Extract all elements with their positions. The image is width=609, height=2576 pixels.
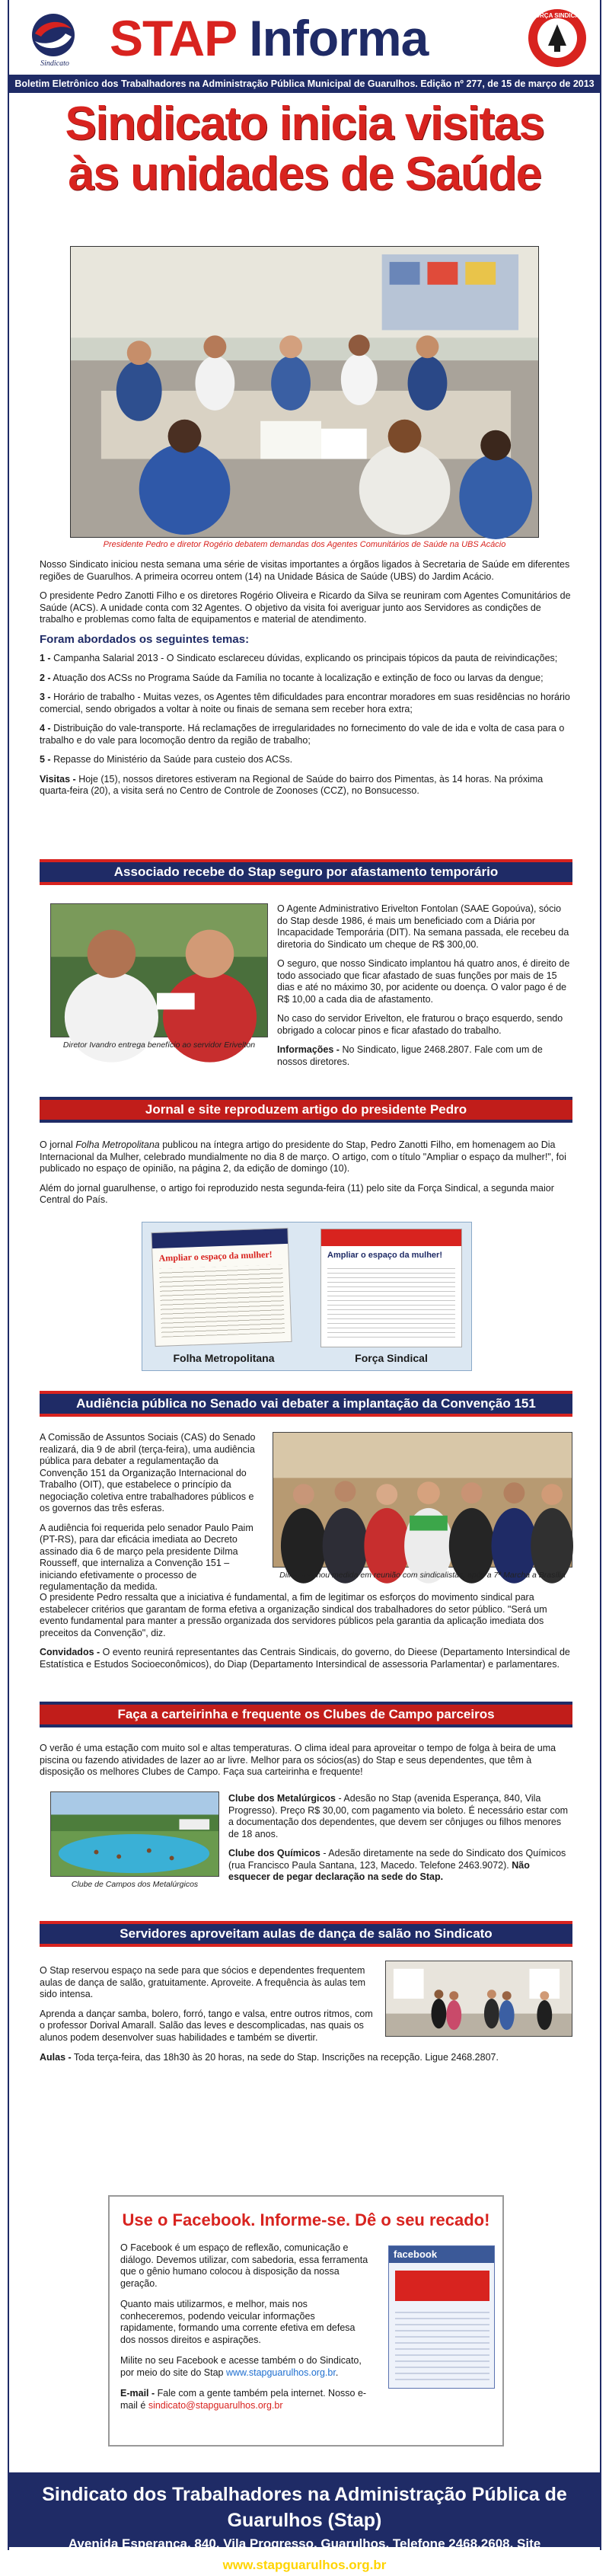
facebook-title: Use o Facebook. Informe-se. Dê o seu recado!	[122, 2210, 490, 2229]
insurance-info-label: Informações -	[277, 1044, 340, 1055]
newspaper-p1-a: O jornal	[40, 1139, 76, 1150]
article1-paragraph-2: O presidente Pedro Zanotti Filho e os diretores Rogério Oliveira e Ricardo da Silva se reuniram com Agentes Comunitários de Saúde (ACS). A unidade conta com 32 Agentes. O objetivo da visita foi averiguar junto aos Servidores as condições de trabalho e problemas como falta de equipamentos e material de atendimento.	[40, 590, 571, 625]
footer-address-text: Avenida Esperança, 840, Vila Progresso, Guarulhos. Telefone 2468.2608. Site	[68, 2536, 541, 2551]
topic-3-text: Horário de trabalho - Muitas vezes, os Agentes têm dificuldades para encontrar moradores em suas residências no horário comercial, sendo obrigados a voltar à noite ou finais de semana sem receber hora extra;	[40, 692, 570, 714]
facebook-paragraph-1: O Facebook é um espaço de reflexão, comunicação e diálogo. Devemos utilizar, com sabedoria, essa ferramenta que o gênio humano colocou à disposição da nossa geração.	[120, 2242, 368, 2289]
newspaper-clips-panel	[142, 1222, 472, 1371]
clubs-photo-caption: Clube de Campos dos Metalúrgicos	[71, 1880, 199, 1889]
stap-logo-icon	[24, 11, 88, 69]
dance-classes-text: Toda terça-feira, das 18h30 às 20 horas, na sede do Stap. Inscrições na recepção. Ligue 2468.2807.	[71, 2052, 499, 2063]
article-health-visits	[40, 559, 572, 805]
visits-text: Hoje (15), nossos diretores estiveram na Regional de Saúde do bairro dos Pimentas, às 14 horas. Na próxima quarta-feira (20), a visita será no Centro de Controle de Zoonoses (CCZ), no Bonsucesso.	[40, 773, 544, 796]
footer-union-name: Sindicato dos Trabalhadores na Administração Pública de Guarulhos (Stap)	[42, 2484, 567, 2531]
insurance-paragraph-1: O Agente Administrativo Erivelton Fontolan (SAAE Gopoúva), sócio do Stap desde 1986, é mais um beneficiado com a Diária por Incapacidade Temporária (DIT). Na semana passada, ele recebeu da diretoria do Sindicato um cheque de R$ 300,00.	[277, 903, 569, 950]
facebook-screenshot	[388, 2245, 495, 2389]
facebook-p3-b: .	[335, 2367, 339, 2378]
clubs-intro: O verão é uma estação com muito sol e altas temperaturas. O clima ideal para aproveitar o tempo de folga à beira de uma piscina ou fazendo atividades de lazer ao ar livre. Melhor para os sócios(as) do Stap e seus dependentes, que têm à disposição os melhores Clubes de Campo. Faça sua carteirinha e frequente!	[40, 1743, 556, 1777]
topic-1-text: Campanha Salarial 2013 - O Sindicato esclareceu dúvidas, explicando os principais tópicos da pauta de reivindicações;	[50, 653, 558, 663]
dance-classes	[40, 2052, 572, 2072]
senate-paragraph-1: A Comissão de Assuntos Sociais (CAS) do Senado realizará, dia 9 de abril (terça-feira), uma audiência pública para debater a regulamentação da Convenção 151 da Organização Internacional do Trabalho (OIT), que estabelece o princípio da negociação coletiva entre trabalhadores públicos e os governos das três esferas.	[40, 1432, 256, 1513]
main-headline	[9, 99, 600, 200]
article-dance-col	[40, 1965, 375, 2051]
topic-2	[40, 673, 572, 685]
dance-classes-paragraph	[40, 2052, 572, 2064]
title-informa: Informa	[249, 10, 429, 66]
section-dance-title: Servidores aproveitam aulas de dança de salão no Sindicato	[40, 1921, 572, 1947]
email-link[interactable]: sindicato@stapguarulhos.org.br	[148, 2399, 283, 2411]
club2-text: - Adesão diretamente na sede do Sindicato dos Químicos (rua Francisco Paula Santana, 123, Macedo. Telefone 2463.9072).	[228, 1848, 566, 1871]
footer-address	[9, 2533, 600, 2576]
senate-photo	[273, 1432, 572, 1568]
topics-heading: Foram abordados os seguintes temas:	[40, 632, 250, 646]
club1-label: Clube dos Metalúrgicos	[228, 1793, 336, 1804]
label-folha-metropolitana: Folha Metropolitana	[173, 1352, 275, 1364]
facebook-feed-lines	[395, 2307, 489, 2383]
facebook-paragraph-3	[120, 2355, 371, 2379]
topic-3	[40, 692, 572, 715]
article-insurance	[277, 903, 572, 1075]
clubs-list	[228, 1793, 572, 1891]
topic-1-number: 1 -	[40, 653, 51, 663]
section-clubs-title: Faça a carteirinha e frequente os Clubes de Campo parceiros	[40, 1702, 572, 1727]
insurance-photo	[50, 903, 268, 1037]
title-stap: STAP	[110, 10, 236, 66]
stap-site-link[interactable]: www.stapguarulhos.org.br	[225, 2367, 336, 2378]
footer-site-link[interactable]: www.stapguarulhos.org.br	[222, 2558, 387, 2572]
topic-2-text: Atuação dos ACSs no Programa Saúde da Família no tocante à localização e extinção de foco ou larvas da dengue;	[50, 672, 544, 683]
facebook-email-label: E-mail -	[120, 2388, 155, 2399]
section-insurance-title: Associado recebe do Stap seguro por afastamento temporário	[40, 859, 572, 885]
headline-line-1: Sindicato inicia visitas	[65, 97, 544, 150]
section-senate-title: Audiência pública no Senado vai debater a implantação da Convenção 151	[40, 1391, 572, 1417]
headline-line-2: às unidades de Saúde	[68, 148, 541, 200]
topic-5-number: 5 -	[40, 754, 51, 765]
newspaper-paragraph-1	[40, 1139, 572, 1175]
topic-3-number: 3 -	[40, 692, 51, 702]
senate-paragraph-2: A audiência foi requerida pelo senador Paulo Paim (PT-RS), para dar eficácia imediata ao Decreto assinado dia 6 de março pela presidente Dilma Rousseff, que internaliza a Convenção 151 – iniciando efetivamente o processo de regulamentação da medida.	[40, 1522, 253, 1592]
folha-clip-text-lines	[159, 1264, 285, 1338]
insurance-paragraph-3: No caso do servidor Erivelton, ele fraturou o braço esquerdo, sendo obrigado a colocar pinos e ficar afastado do trabalho.	[277, 1013, 563, 1036]
newsletter-page	[8, 0, 601, 2572]
visits-label: Visitas -	[40, 773, 76, 785]
article-senate-col	[40, 1432, 263, 1601]
senate-photo-caption: Dilma assinou medida em reunião com sindicalistas, após a 7ª Marcha a Brasília	[279, 1571, 566, 1580]
senate-guests-label: Convidados -	[40, 1647, 100, 1657]
insurance-paragraph-2: O seguro, que nosso Sindicato implantou há quatro anos, é direito de todo associado que ficar afastado de suas funções por mais de 15 dias e até no máximo 30, por acidente ou doença. O valor pago é de R$ 10,00 a cada dia de afastamento.	[277, 958, 570, 1005]
masthead-title	[110, 8, 428, 69]
facebook-paragraph-2: Quanto mais utilizarmos, e melhor, mais nos conheceremos, podendo veicular informações rapidamente, formando uma corrente efetiva em defesa dos nossos direitos e aspirações.	[120, 2299, 356, 2345]
topic-2-number: 2 -	[40, 672, 51, 683]
topic-5	[40, 754, 572, 766]
facebook-email-text: Fale com a gente também pela internet. Nosso e-mail é	[120, 2388, 367, 2411]
facebook-brand-bar: facebook	[389, 2246, 494, 2263]
forca-site-clip	[320, 1229, 462, 1347]
newspaper-p1-b: publicou na íntegra artigo do presidente do Stap, Pedro Zanotti Filho, em homenagem ao Dia Internacional da Mulher, celebrado mundialmente no dia 8 de março. O artigo, com o título "Ampliar o espaço da mulher!", foi publicado no espaço de opinião, na página 2, da edição de domingo (10).	[40, 1139, 566, 1174]
forca-site-heading: Ampliar o espaço da mulher!	[327, 1251, 442, 1260]
clubs-photo	[50, 1791, 219, 1877]
insurance-info	[277, 1044, 572, 1068]
newspaper-paragraph-2: Além do jornal guarulhense, o artigo foi reproduzido nesta segunda-feira (11) pelo site da Força Sindical, a segunda maior Central do País.	[40, 1182, 554, 1205]
club-metalurgicos	[228, 1793, 572, 1840]
forca-sindical-logo-icon	[527, 8, 588, 69]
facebook-p3-a: Milite no seu Facebook e acesse também o do Sindicato, por meio do site do Stap	[120, 2355, 362, 2378]
facebook-email-paragraph	[120, 2388, 371, 2411]
article-senate-full	[40, 1592, 572, 1678]
folha-clip	[151, 1228, 292, 1347]
folha-clip-heading: Ampliar o espaço da mulher!	[158, 1248, 273, 1264]
main-photo-ubs-visit	[70, 246, 539, 538]
topic-4-text: Distribuição do vale-transporte. Há reclamações de irregularidades no fornecimento do vale de ida e volta de casa para o trabalho e do vale para locomoção dentro da região de trabalho;	[40, 723, 565, 746]
dance-photo	[385, 1961, 572, 2037]
label-forca-sindical: Força Sindical	[355, 1352, 428, 1364]
topic-4-number: 4 -	[40, 723, 51, 733]
section-article-title: Jornal e site reproduzem artigo do presidente Pedro	[40, 1097, 572, 1123]
forca-site-banner	[321, 1229, 461, 1246]
topic-4	[40, 723, 572, 746]
logo-right-text: FORÇA SINDICAL	[531, 12, 584, 19]
visits-paragraph	[40, 774, 572, 797]
topic-5-text: Repasse do Ministério da Saúde para custeio dos ACSs.	[50, 754, 293, 765]
dance-paragraph-2: Aprenda a dançar samba, bolero, forró, tango e valsa, entre outros ritmos, com o professor Dorival Amarall. Salão das leves e descomplicadas, nas quais os alunos podem desenvolver suas habilidades e também se divertir.	[40, 2008, 373, 2043]
senate-paragraph-3: O presidente Pedro ressalta que a iniciativa é fundamental, a fim de legitimar os esforços do movimento sindical para estabelecer critérios que garantam de forma efetiva a organização sindical dos trabalhadores do setor público. "Será um evento fundamental para manter a pressão organizada dos servidores públicos pela garantia da aplicação imediata dos preceitos da Convenção", diz.	[40, 1592, 547, 1638]
forca-site-text-lines	[327, 1264, 455, 1338]
footer	[9, 2472, 600, 2572]
newspaper-name: Folha Metropolitana	[75, 1139, 160, 1150]
facebook-text	[120, 2242, 371, 2421]
club2-label: Clube dos Químicos	[228, 1848, 320, 1858]
main-photo-caption: Presidente Pedro e diretor Rogério debatem demandas dos Agentes Comunitários de Saúde na UBS Acácio	[103, 540, 506, 549]
facebook-box	[108, 2195, 504, 2447]
facebook-cover	[395, 2271, 489, 2301]
article-newspaper	[40, 1139, 572, 1214]
insurance-photo-caption: Diretor Ivandro entrega benefício ao servidor Erivelton	[62, 1040, 256, 1050]
edition-subtitle: Boletim Eletrônico dos Trabalhadores na Administração Pública Municipal de Guarulhos. Edição nº 277, de 15 de março de 2013	[9, 75, 600, 93]
club2-warning: Não esquecer de pegar declaração na sede do Stap.	[228, 1859, 530, 1882]
topic-1	[40, 653, 572, 665]
senate-guests	[40, 1647, 572, 1670]
dance-classes-label: Aulas -	[40, 2052, 72, 2063]
logo-left-text: Sindicato	[40, 59, 69, 68]
club-quimicos	[228, 1848, 572, 1884]
senate-guests-text: O evento reunirá representantes das Centrais Sindicais, do governo, do Dieese (Departamento Intersindical de Estatística e Estudos Socioeconômicos), do Diap (Departamento Intersindical de assessoria Parlamentar) e parlamentares.	[40, 1647, 570, 1670]
dance-paragraph-1: O Stap reservou espaço na sede para que sócios e dependentes frequentem aulas de dança de salão, gratuitamente. Aproveite. A frequência às aulas tem sido intensa.	[40, 1965, 366, 1999]
club1-text: - Adesão no Stap (avenida Esperança, 840, Vila Progresso). Preço R$ 30,00, com pagamento via boleto. É necessário estar com a documentação dos dependentes, que devem ser cônjuges ou filhos menores de 18 anos.	[228, 1793, 569, 1839]
masthead	[9, 0, 600, 89]
insurance-info-text: No Sindicato, ligue 2468.2807. Fale com um de nossos diretores.	[277, 1044, 543, 1067]
article1-paragraph-1: Nosso Sindicato iniciou nesta semana uma série de visitas importantes a órgãos ligados à Secretaria de Saúde em diferentes regiões de Guarulhos. A primeira ocorreu ontem (14) na Unidade Básica de Saúde (UBS) do Jardim Acácio.	[40, 559, 570, 582]
